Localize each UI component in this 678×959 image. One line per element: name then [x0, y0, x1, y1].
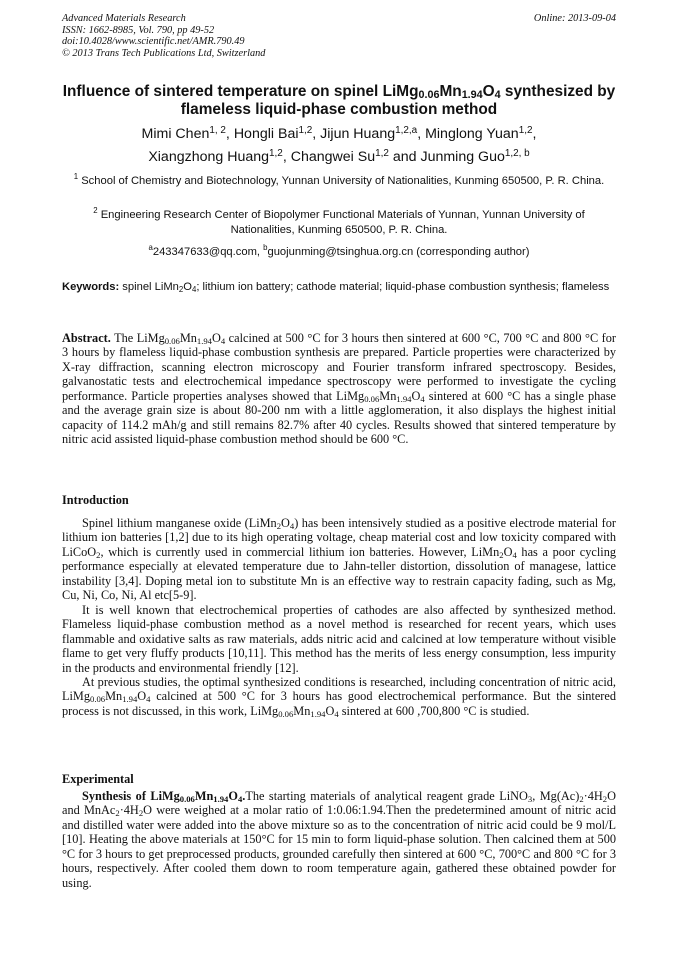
paragraph: At previous studies, the optimal synthesized conditions is researched, including concentration of nitric acid, $LiMg_{0.06}Mn_{1.94}O_4$ calcined at 500 °C for 3 hours has good electrochemical performance. But the sintered process is not discussed, in this work, $LiMg_{0.06}Mn_{1.94}O_4$ sintered at 600 ,700,800 °C is studied.	[62, 674, 616, 719]
author: Jijun Huang$^{1,2,a}$,	[320, 125, 426, 142]
author: Mimi Chen$^{1, 2}$,	[141, 125, 234, 142]
author: Xiangzhong Huang$^{1,2}$,	[148, 148, 291, 165]
journal-name: Advanced Materials Research	[62, 13, 186, 24]
paragraph: It is well known that electrochemical properties of cathodes are also affected by synthesized method. Flameless liquid-phase combustion method as a novel method is researched for recent years, which uses flammable and oxidative salts as raw materials, adds nitric acid and calcined at low temperature without visible flame to get very fluffy products [10,11]. This method has the merits of less energy consumption, less impurity in the products and environmental friendly [12].	[62, 602, 616, 675]
section-heading-experimental: Experimental	[62, 772, 134, 786]
author: Changwei Su$^{1,2}$ and	[290, 148, 421, 165]
author: Hongli Bai$^{1,2}$,	[233, 125, 321, 142]
author: Minglong Yuan$^{1,2}$,	[425, 125, 537, 142]
affiliation-2: $^2$ Engineering Research Center of Biopolymer Functional Materials of Yunnan, Yunnan University of Nationalities, Kunming 650500, P. R. China.	[93, 206, 585, 236]
introduction-body	[62, 516, 616, 718]
copyright-line: © 2013 Trans Tech Publications Ltd, Switzerland	[62, 47, 266, 59]
paper-title: Influence of sintered temperature on spinel $LiMg_{0.06}Mn_{1.94}O_4$ synthesized by flameless liquid-phase combustion method	[62, 83, 616, 118]
email-line: $^a$243347633@qq.com, $^b$guojunming@tsinghua.org.cn (corresponding author)	[148, 243, 530, 258]
email-b[interactable]: guojunming@tsinghua.org.cn (corresponding author)	[267, 246, 530, 258]
abstract: Abstract. The $LiMg_{0.06}Mn_{1.94}O_4$ calcined at 500 °C for 3 hours then sintered at 600 °C, 700 °C and 800 °C for 3 hours by flameless liquid-phase combustion synthesis are prepared. Particle properties were characterized by X-ray diffraction, scanning electron microscopy and Fourier transform infrared spectroscopy. Besides, galvanostatic tests and electrochemical impedance spectroscopy were performed to investigate the cycling performance. Particle properties analyses showed that $LiMg_{0.06}Mn_{1.94}O_4$ sintered at 600 °C has a single phase and the average grain size is about 80-200 nm with a little agglomeration, it also displays the highest initial capacity of 114.2 mAh/g and still remains 82.7% after 40 cycles. Results showed that sintered temperature by nitric acid assisted liquid-phase combustion method should be 600 °C.	[62, 331, 616, 447]
author-list	[62, 123, 616, 169]
paragraph: Synthesis of $LiMg_{0.06}Mn_{1.94}O_4.The$ starting materials of analytical reagent grade LiNO$_3$, $Mg(Ac)_2\cdot 4H_2O$ and $MnAc_2\cdot 4H_2O$ were weighed at a molar ratio of 1:0.06:1.94.Then the predetermined amount of nitric acid and distilled water were added into the above mixture so as to the concentration of nitric acid could be 9 mol/L [10]. Heating the above materials at 150°C for 15 min to form liquid-phase solution. Then calcined them at 500 °C for 3 hours to get preprocessed products, grounded carefully then sintered at 600 °C, 700°C and 800 °C for 3 hours, respectively. After cooled them down to room temperature again, gathered these obtained powder for using.	[62, 789, 617, 890]
keywords: Keywords: spinel $LiMn_2O_4$; lithium ion battery; cathode material; liquid-phase combustion synthesis; flameless	[62, 281, 610, 294]
author: Junming Guo$^{1,2, b}$	[420, 148, 530, 165]
email-a[interactable]: 243347633@qq.com,	[152, 246, 261, 258]
subsection-lead: Synthesis of $LiMg_{0.06}Mn_{1.94}O_4$.	[82, 789, 246, 804]
section-heading-introduction: Introduction	[62, 493, 129, 507]
experimental-body	[62, 789, 616, 890]
paragraph: Spinel lithium manganese oxide $(LiMn_2O_4)$ has been intensively studied as a positive electrode material for lithium ion batteries [1,2] due to its high operating voltage, cheap material cost and low toxicity compared with LiCoO$_2$, which is currently used in commercial lithium ion batteries. However, $LiMn_2O_4$ has a poor cycling performance especially at elevated temperature due to Jahn-teller distortion, dissolution of managese, lattice instability [3,4]. Doping metal ion to substitute Mn is an effective way to restrain capacity fading, such as Mg, Cu, Ni, Co, Ni, Al etc[5-9].	[62, 516, 616, 603]
doi-line: doi:10.4028/www.scientific.net/AMR.790.49	[62, 36, 245, 48]
affiliation-1: $^1$ School of Chemistry and Biotechnology, Yunnan University of Nationalities, Kunming 650500, P. R. China.	[73, 172, 605, 187]
publication-metadata	[62, 13, 265, 59]
issn-line: ISSN: 1662-8985, Vol. 790, pp 49-52	[62, 24, 215, 36]
online-date: Online: 2013-09-04	[533, 13, 616, 24]
